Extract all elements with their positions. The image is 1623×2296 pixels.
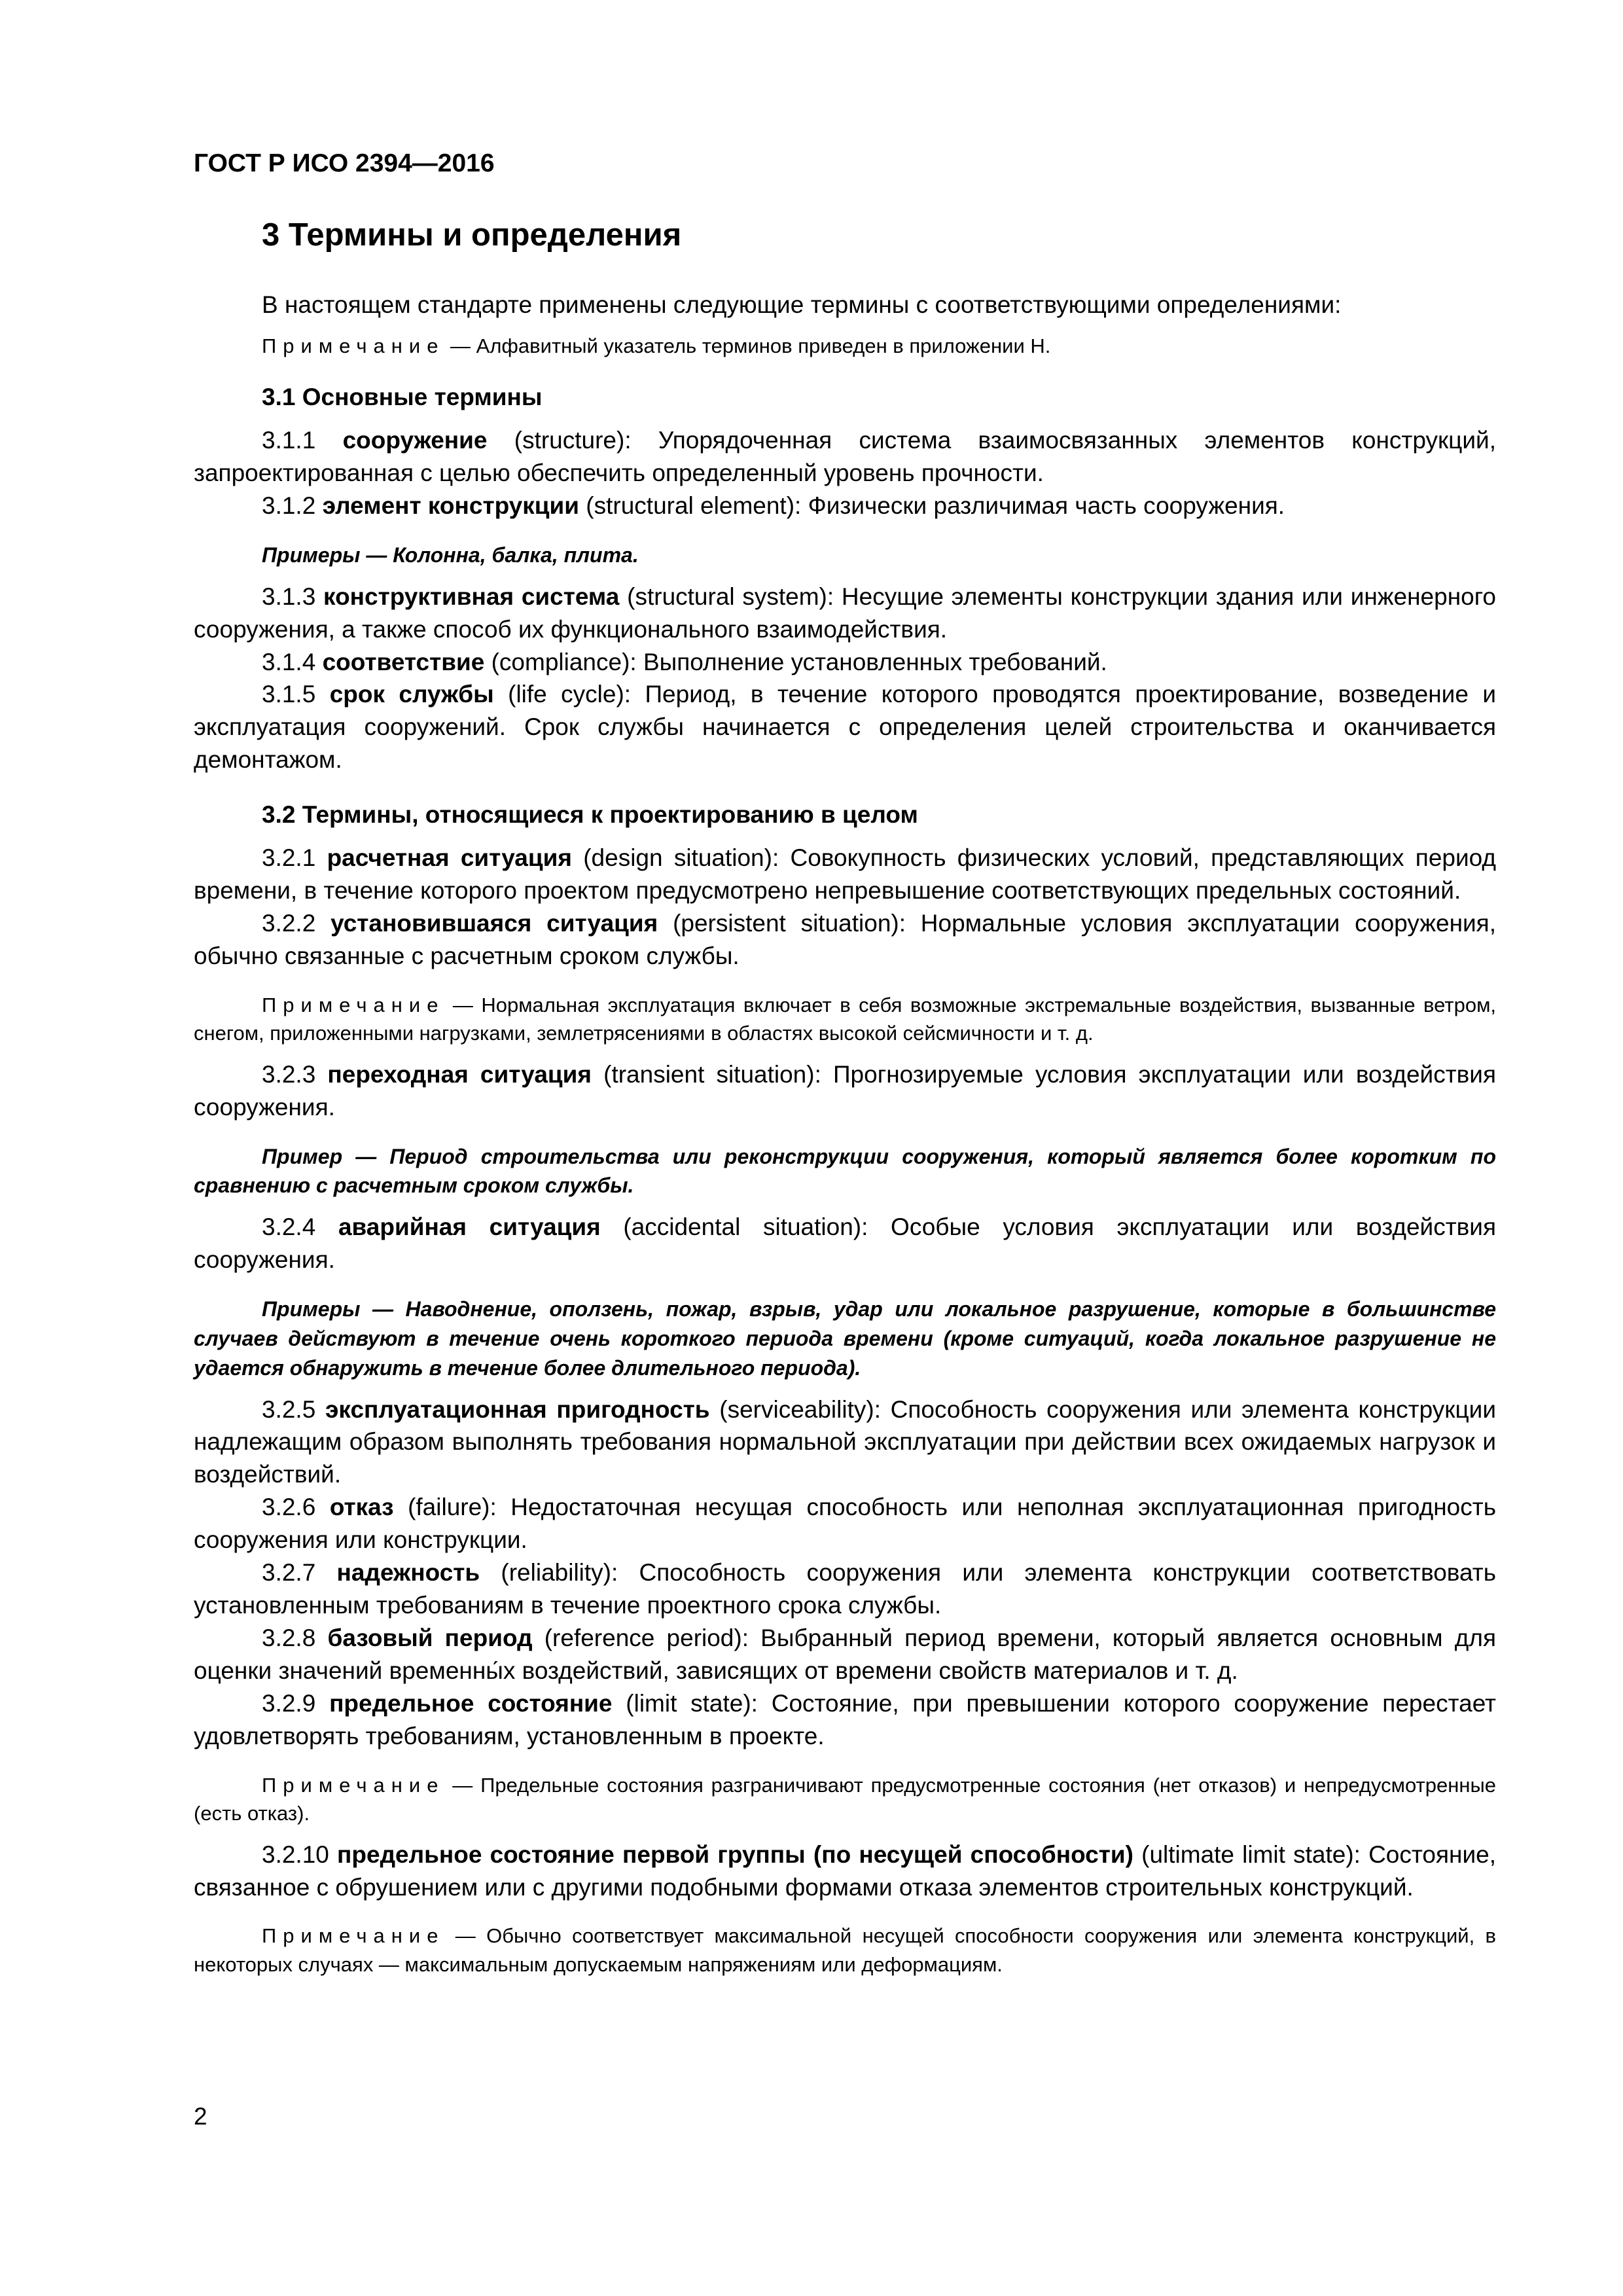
term-3-2-7: [194, 1556, 1496, 1622]
note-text: — Нормальная эксплуатация включает в себя возможные экстремальные воздействия, вызванные ветром, снегом, приложенными нагрузками, землетрясениями в областях высокой сейсмичности и т. д.: [194, 993, 1496, 1045]
note-label: Примечание: [262, 1924, 445, 1948]
term-3-1-1: [194, 424, 1496, 490]
section-intro: В настоящем стандарте применены следующие термины с соответствующими определениями:: [262, 291, 1342, 318]
note-label: Примечание: [262, 334, 445, 357]
subsection-title-3-2: 3.2 Термины, относящиеся к проектированию в целом: [262, 801, 918, 829]
term-name: конструктивная система: [323, 583, 620, 610]
term-3-1-3: [194, 581, 1496, 646]
document-body: [194, 216, 1496, 1989]
term-3-2-3: [194, 1058, 1496, 1124]
term-number: 3.2.5: [262, 1395, 325, 1423]
subsection-title-3-1: 3.1 Основные термины: [262, 384, 543, 411]
note-text: — Предельные состояния разграничивают предусмотренные состояния (нет отказов) и непредусмотренные (есть отказ).: [194, 1773, 1496, 1825]
term-number: 3.1.5: [262, 681, 330, 708]
term-number: 3.1.2: [262, 492, 323, 519]
term-definition: (reference period): Выбранный период времени, который является основным для оценки значений временны́х воздействий, зависящих от времени свойств материалов и т. д.: [194, 1624, 1496, 1684]
term-definition: (structural system): Несущие элементы конструкции здания или инженерного сооружения, а также способ их функционального взаимодействия.: [194, 583, 1496, 643]
term-name: элемент конструкции: [322, 492, 580, 519]
note-text: — Обычно соответствует максимальной несущей способности сооружения или элемента конструкций, в некоторых случаях — максимальным допускаемым напряжениям или деформациям.: [194, 1924, 1496, 1976]
term-3-2-1: [194, 842, 1496, 907]
note-label: Примечание: [262, 1773, 445, 1797]
term-number: 3.2.8: [262, 1624, 328, 1652]
term-definition: (transient situation): Прогнозируемые условия эксплуатации или воздействия сооружения.: [194, 1060, 1497, 1121]
term-number: 3.2.7: [262, 1559, 337, 1587]
term-definition: (serviceability): Способность сооружения или элемента конструкции надлежащим образом выполнять требования нормальной эксплуатации при действии всех ожидаемых нагрузок и воздействий.: [194, 1395, 1496, 1488]
term-number: 3.2.1: [262, 844, 327, 872]
note-3-2-9: [194, 1771, 1496, 1828]
note-text: — Алфавитный указатель терминов приведен в приложении Н.: [444, 334, 1051, 357]
term-3-2-2: [194, 907, 1496, 973]
term-3-2-8: [194, 1622, 1496, 1687]
note-3-2-2: [194, 991, 1496, 1048]
example-3-1-2: Примеры — Колонна, балка, плита.: [262, 543, 639, 567]
term-3-2-6: [194, 1491, 1496, 1556]
note-label: Примечание: [262, 993, 445, 1016]
term-3-2-5: [194, 1393, 1496, 1492]
note-3-2-10: [194, 1922, 1496, 1979]
term-name: расчетная ситуация: [327, 844, 572, 872]
term-name: сооружение: [342, 427, 488, 454]
section-title: 3 Термины и определения: [262, 217, 682, 253]
term-name: соответствие: [322, 648, 485, 675]
term-definition: (structure): Упорядоченная система взаимосвязанных элементов конструкций, запроектированная с целью обеспечить определенный уровень прочности.: [194, 427, 1496, 486]
term-3-1-5: [194, 678, 1496, 776]
term-3-2-9: [194, 1687, 1496, 1753]
term-name: эксплуатационная пригодность: [325, 1395, 710, 1423]
term-number: 3.2.10: [262, 1840, 338, 1868]
term-3-1-2: [194, 490, 1496, 522]
term-name: аварийная ситуация: [338, 1213, 601, 1241]
term-number: 3.2.4: [262, 1213, 338, 1241]
term-number: 3.1.4: [262, 648, 323, 675]
term-definition: (limit state): Состояние, при превышении которого сооружение перестает удовлетворять требованиям, установленным в проекте.: [194, 1689, 1496, 1749]
term-3-1-4: [194, 646, 1496, 679]
term-definition: (failure): Недостаточная несущая способность или неполная эксплуатационная пригодность сооружения или конструкции.: [194, 1494, 1496, 1554]
term-name: срок службы: [329, 681, 494, 708]
term-number: 3.2.6: [262, 1494, 330, 1521]
term-number: 3.1.1: [262, 427, 343, 454]
term-name: отказ: [329, 1494, 394, 1521]
term-number: 3.1.3: [262, 583, 324, 610]
term-name: предельное состояние первой группы (по несущей способности): [337, 1840, 1133, 1868]
term-definition: (compliance): Выполнение установленных требований.: [484, 648, 1107, 675]
term-definition: (reliability): Способность сооружения или элемента конструкции соответствовать установленным требованиям в течение проектного срока службы.: [194, 1559, 1496, 1619]
term-3-2-10: [194, 1839, 1496, 1904]
term-name: установившаяся ситуация: [330, 910, 658, 937]
note-index: [194, 332, 1496, 360]
term-name: надежность: [336, 1559, 480, 1587]
term-definition: (design situation): Совокупность физических условий, представляющих период времени, в течение которого проектом предусмотрено непревышение соответствующих предельных состояний.: [194, 844, 1497, 905]
term-definition: (accidental situation): Особые условия эксплуатации или воздействия сооружения.: [194, 1213, 1497, 1274]
term-definition: (ultimate limit state): Состояние, связанное с обрушением или с другими подобными формами отказа элементов строительных конструкций.: [194, 1840, 1496, 1901]
term-name: переходная ситуация: [327, 1060, 592, 1088]
term-number: 3.2.2: [262, 910, 331, 937]
example-3-2-3: Пример — Период строительства или реконструкции сооружения, который является более коротким по сравнению с расчетным сроком службы.: [194, 1144, 1496, 1198]
document-header: ГОСТ Р ИСО 2394—2016: [194, 149, 495, 177]
term-number: 3.2.3: [262, 1060, 328, 1088]
term-3-2-4: [194, 1211, 1496, 1276]
term-name: базовый период: [327, 1624, 533, 1652]
term-number: 3.2.9: [262, 1689, 330, 1717]
page-number: 2: [194, 2103, 207, 2130]
term-name: предельное состояние: [329, 1689, 613, 1717]
example-3-2-4: Примеры — Наводнение, оползень, пожар, взрыв, удар или локальное разрушение, которые в большинстве случаев действуют в течение очень короткого периода времени (кроме ситуаций, когда локальное разрушение не удается обнаружить в течение более длительного периода).: [194, 1297, 1496, 1380]
term-definition: (structural element): Физически различимая часть сооружения.: [579, 492, 1285, 519]
term-definition: (life cycle): Период, в течение которого проводятся проектирование, возведение и эксплуатация сооружений. Срок службы начинается с определения целей строительства и оканчивается демонтажом.: [194, 681, 1496, 774]
term-definition: (persistent situation): Нормальные условия эксплуатации сооружения, обычно связанные с расчетным сроком службы.: [194, 910, 1497, 970]
